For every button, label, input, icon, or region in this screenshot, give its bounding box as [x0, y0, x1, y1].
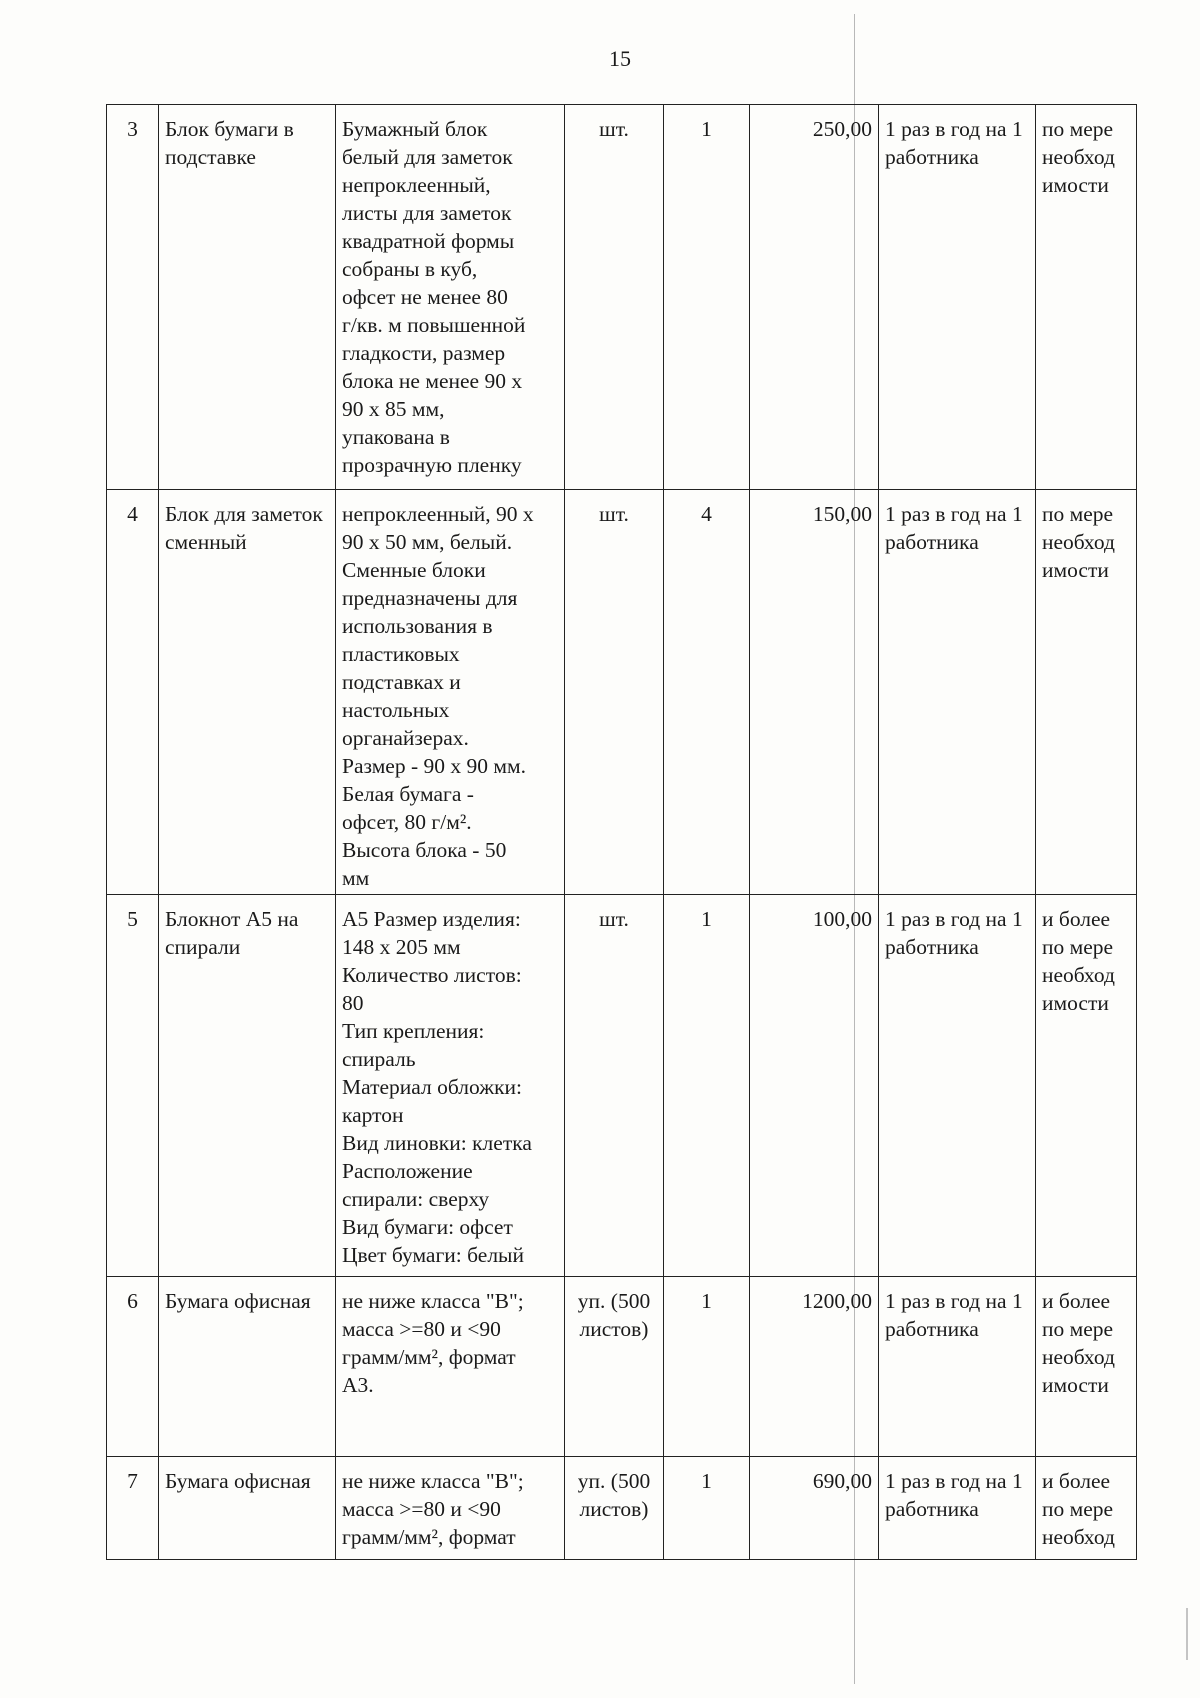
note: и более по мере необход имости [1036, 895, 1137, 1277]
description-line: Размер - 90 х 90 мм. [342, 754, 526, 778]
item-description [336, 1277, 565, 1457]
description-line: непроклеенный, 90 х [342, 502, 534, 526]
price: 250,00 [750, 105, 879, 490]
description-line: непроклеенный, [342, 173, 491, 197]
description-line: г/кв. м повышенной [342, 313, 526, 337]
row-number: 3 [107, 105, 159, 490]
unit: шт. [565, 490, 664, 895]
description-line: картон [342, 1103, 404, 1127]
description-line: Количество листов: [342, 963, 522, 987]
description-line: масса >=80 и <90 [342, 1497, 501, 1521]
frequency-norm: 1 раз в год на 1 работника [879, 895, 1036, 1277]
item-name: Блок бумаги в подставке [159, 105, 336, 490]
table-row [107, 490, 1137, 895]
table-row [107, 895, 1137, 1277]
description-line: упакована в [342, 425, 450, 449]
description-line: Цвет бумаги: белый [342, 1243, 525, 1267]
page-number: 15 [609, 46, 631, 71]
description-line: не ниже класса "В"; [342, 1469, 524, 1493]
description-line: Материал обложки: [342, 1075, 523, 1099]
description-line: листы для заметок [342, 201, 512, 225]
table-row [107, 1457, 1137, 1560]
description-line: квадратной формы [342, 229, 515, 253]
description-line: Тип крепления: [342, 1019, 485, 1043]
item-name: Блок для заметок сменный [159, 490, 336, 895]
description-line: офсет, 80 г/м². [342, 810, 472, 834]
quantity: 1 [664, 1457, 750, 1560]
description-line: 90 х 50 мм, белый. [342, 530, 513, 554]
description-line: спираль [342, 1047, 416, 1071]
description-line: Белая бумага - [342, 782, 474, 806]
quantity: 1 [664, 105, 750, 490]
unit: шт. [565, 105, 664, 490]
table-row [107, 1277, 1137, 1457]
description-line: органайзерах. [342, 726, 469, 750]
description-line: 90 х 85 мм, [342, 397, 445, 421]
item-name: Бумага офисная [159, 1457, 336, 1560]
price: 100,00 [750, 895, 879, 1277]
item-name: Блокнот А5 на спирали [159, 895, 336, 1277]
description-line: настольных [342, 698, 450, 722]
item-description [336, 490, 565, 895]
quantity: 1 [664, 1277, 750, 1457]
description-line: 148 х 205 мм [342, 935, 461, 959]
description-line: использования в [342, 614, 493, 638]
description-line: А3. [342, 1373, 374, 1397]
description-line: спирали: сверху [342, 1187, 490, 1211]
note: по мере необход имости [1036, 490, 1137, 895]
frequency-norm: 1 раз в год на 1 работника [879, 490, 1036, 895]
supplies-table [106, 104, 1137, 1560]
row-number: 6 [107, 1277, 159, 1457]
description-line: гладкости, размер [342, 341, 506, 365]
description-line: Сменные блоки [342, 558, 486, 582]
row-number: 7 [107, 1457, 159, 1560]
description-line: блока не менее 90 х [342, 369, 523, 393]
description-line: грамм/мм², формат [342, 1345, 516, 1369]
unit: уп. (500 листов) [565, 1457, 664, 1560]
description-line: мм [342, 866, 370, 890]
description-line: белый для заметок [342, 145, 513, 169]
row-number: 4 [107, 490, 159, 895]
unit: шт. [565, 895, 664, 1277]
description-line: Расположение [342, 1159, 473, 1183]
note: и более по мере необход имости [1036, 1277, 1137, 1457]
price: 1200,00 [750, 1277, 879, 1457]
description-line: подставках и [342, 670, 461, 694]
note: и более по мере необход [1036, 1457, 1137, 1560]
description-line: собраны в куб, [342, 257, 478, 281]
note: по мере необход имости [1036, 105, 1137, 490]
item-description [336, 895, 565, 1277]
description-line: прозрачную пленку [342, 453, 522, 477]
description-line: Бумажный блок [342, 117, 488, 141]
frequency-norm: 1 раз в год на 1 работника [879, 105, 1036, 490]
quantity: 4 [664, 490, 750, 895]
description-line: офсет не менее 80 [342, 285, 508, 309]
description-line: 80 [342, 991, 364, 1015]
description-line: грамм/мм², формат [342, 1525, 516, 1549]
description-line: А5 Размер изделия: [342, 907, 521, 931]
description-line: масса >=80 и <90 [342, 1317, 501, 1341]
item-name: Бумага офисная [159, 1277, 336, 1457]
price: 690,00 [750, 1457, 879, 1560]
description-line: пластиковых [342, 642, 460, 666]
description-line: не ниже класса "В"; [342, 1289, 524, 1313]
table-row [107, 105, 1137, 490]
row-number: 5 [107, 895, 159, 1277]
frequency-norm: 1 раз в год на 1 работника [879, 1457, 1036, 1560]
item-description [336, 1457, 565, 1560]
unit: уп. (500 листов) [565, 1277, 664, 1457]
item-description [336, 105, 565, 490]
quantity: 1 [664, 895, 750, 1277]
description-line: Вид бумаги: офсет [342, 1215, 513, 1239]
description-line: Высота блока - 50 [342, 838, 507, 862]
scan-edge-mark [1186, 1608, 1188, 1660]
frequency-norm: 1 раз в год на 1 работника [879, 1277, 1036, 1457]
description-line: Вид линовки: клетка [342, 1131, 532, 1155]
description-line: предназначены для [342, 586, 518, 610]
price: 150,00 [750, 490, 879, 895]
